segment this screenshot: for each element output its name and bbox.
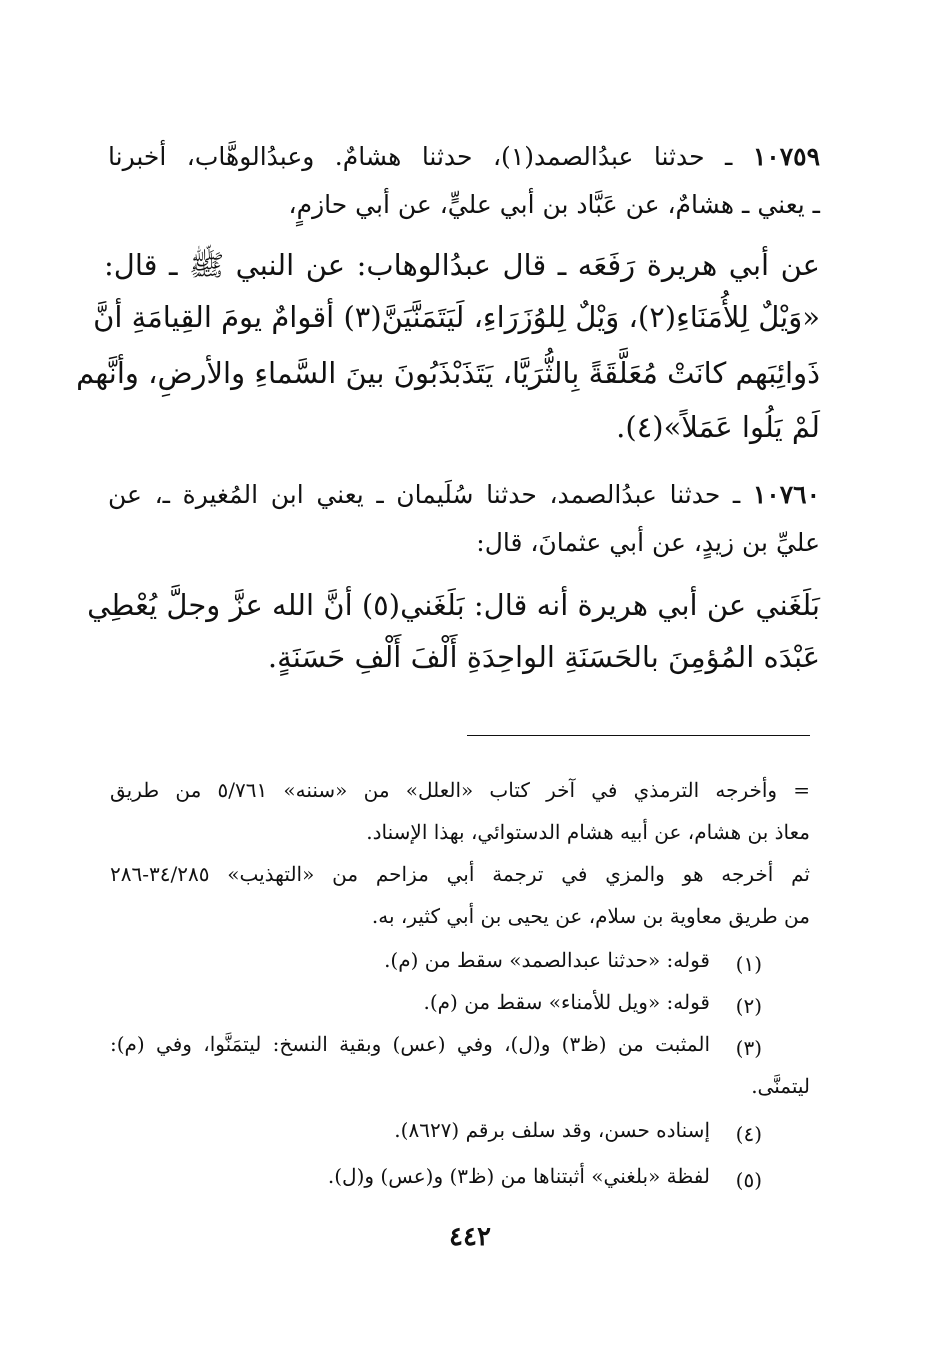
hadith-chain-text: ـ حدثنا عبدُالصمد(١)، حدثنا هشامٌ. وعبدُالوهَّاب، أخبرنا — [108, 142, 753, 171]
footnote-number: (١) — [735, 952, 762, 976]
footnote-number: (٤) — [735, 1122, 762, 1146]
footnote-text: لفظة «بلغني» أثبتناها من (ظ٣) و(عس) و(ل). — [327, 1164, 710, 1188]
hadith-10760-matn-line-2: عَبْدَه المُؤمِنَ بالحَسَنَةِ الواحِدَةِ أَلْفَ أَلْفِ حَسَنَةٍ. — [267, 640, 820, 674]
hadith-10759-chain-line-2: ـ يعني ـ هشامٌ، عن عَبَّاد بن أبي عليٍّ، عن أبي حازمٍ، — [288, 190, 820, 219]
page-number: ٤٤٢ — [449, 1222, 491, 1252]
footnote-text: المثبت من (ظ٣) و(ل)، وفي (عس) وبقية النسخ: ليتمَنَّوا، وفي (م): — [110, 1032, 710, 1056]
hadith-10760-chain-line-1 — [108, 480, 820, 509]
hadith-10759-matn-line-4: لَمْ يَلُوا عَمَلاً»(٤). — [616, 410, 820, 444]
hadith-10759-matn-line-1: عن أبي هريرة رَفَعَه ـ قال عبدُالوهاب: عن النبي ﷺ ـ قال: — [104, 248, 820, 282]
footnote-number: (٢) — [735, 994, 762, 1018]
hadith-10759-matn-line-3: ذَوائِبَهم كانَتْ مُعَلَّقَةً بِالثُّرَيَّا، يَتَذَبْذَبُونَ بينَ السَّماءِ والأرضِ، وأنَّهم — [76, 356, 820, 390]
footnote-number: (٥) — [735, 1168, 762, 1192]
hadith-10759-matn-line-2: «وَيْلٌ لِلأُمَنَاءِ(٢)، وَيْلٌ لِلوُزَرَاءِ، لَيَتَمَنَّيَنَّ(٣) أقوامٌ يومَ القِيامَةِ أنَّ — [93, 300, 820, 334]
hadith-10760-chain-line-2: عليِّ بن زيدٍ، عن أبي عثمانَ، قال: — [476, 528, 820, 557]
hadith-10759-chain-line-1 — [108, 142, 820, 171]
hadith-number: ١٠٧٥٩ — [752, 142, 820, 171]
footnote-continuation-line-2: معاذ بن هشام، عن أبيه هشام الدستوائي، بهذا الإسناد. — [366, 820, 810, 844]
footnote-text: قوله: «حدثنا عبدالصمد» سقط من (م). — [384, 948, 710, 972]
footnote-text: قوله: «ويل للأمناء» سقط من (م). — [423, 990, 710, 1014]
footnote-continuation-line-1: = وأخرجه الترمذي في آخر كتاب «العلل» من «سننه» ٥/٧٦١ من طريق — [110, 778, 810, 802]
hadith-number: ١٠٧٦٠ — [752, 480, 820, 509]
footnote-separator — [467, 735, 810, 736]
hadith-10760-matn-line-1: بَلَغَني عن أبي هريرة أنه قال: بَلَغَني(٥) أنَّ الله عزَّ وجلَّ يُعْطِي — [87, 588, 820, 622]
footnote-number: (٣) — [735, 1036, 762, 1060]
hadith-chain-text: ـ حدثنا عبدُالصمد، حدثنا سُلَيمان ـ يعني ابن المُغيرة ـ، عن — [108, 480, 753, 509]
footnote-continuation-line-3: ثم أخرجه هو والمزي في ترجمة أبي مزاحم من «التهذيب» ٣٤/٢٨٥-٢٨٦ — [110, 862, 810, 886]
footnote-text-continuation: ليتمنَّى. — [751, 1074, 810, 1098]
footnote-text: إسناده حسن، وقد سلف برقم (٨٦٢٧). — [394, 1118, 710, 1142]
footnote-continuation-line-4: من طريق معاوية بن سلام، عن يحيى بن أبي كثير، به. — [371, 904, 810, 928]
